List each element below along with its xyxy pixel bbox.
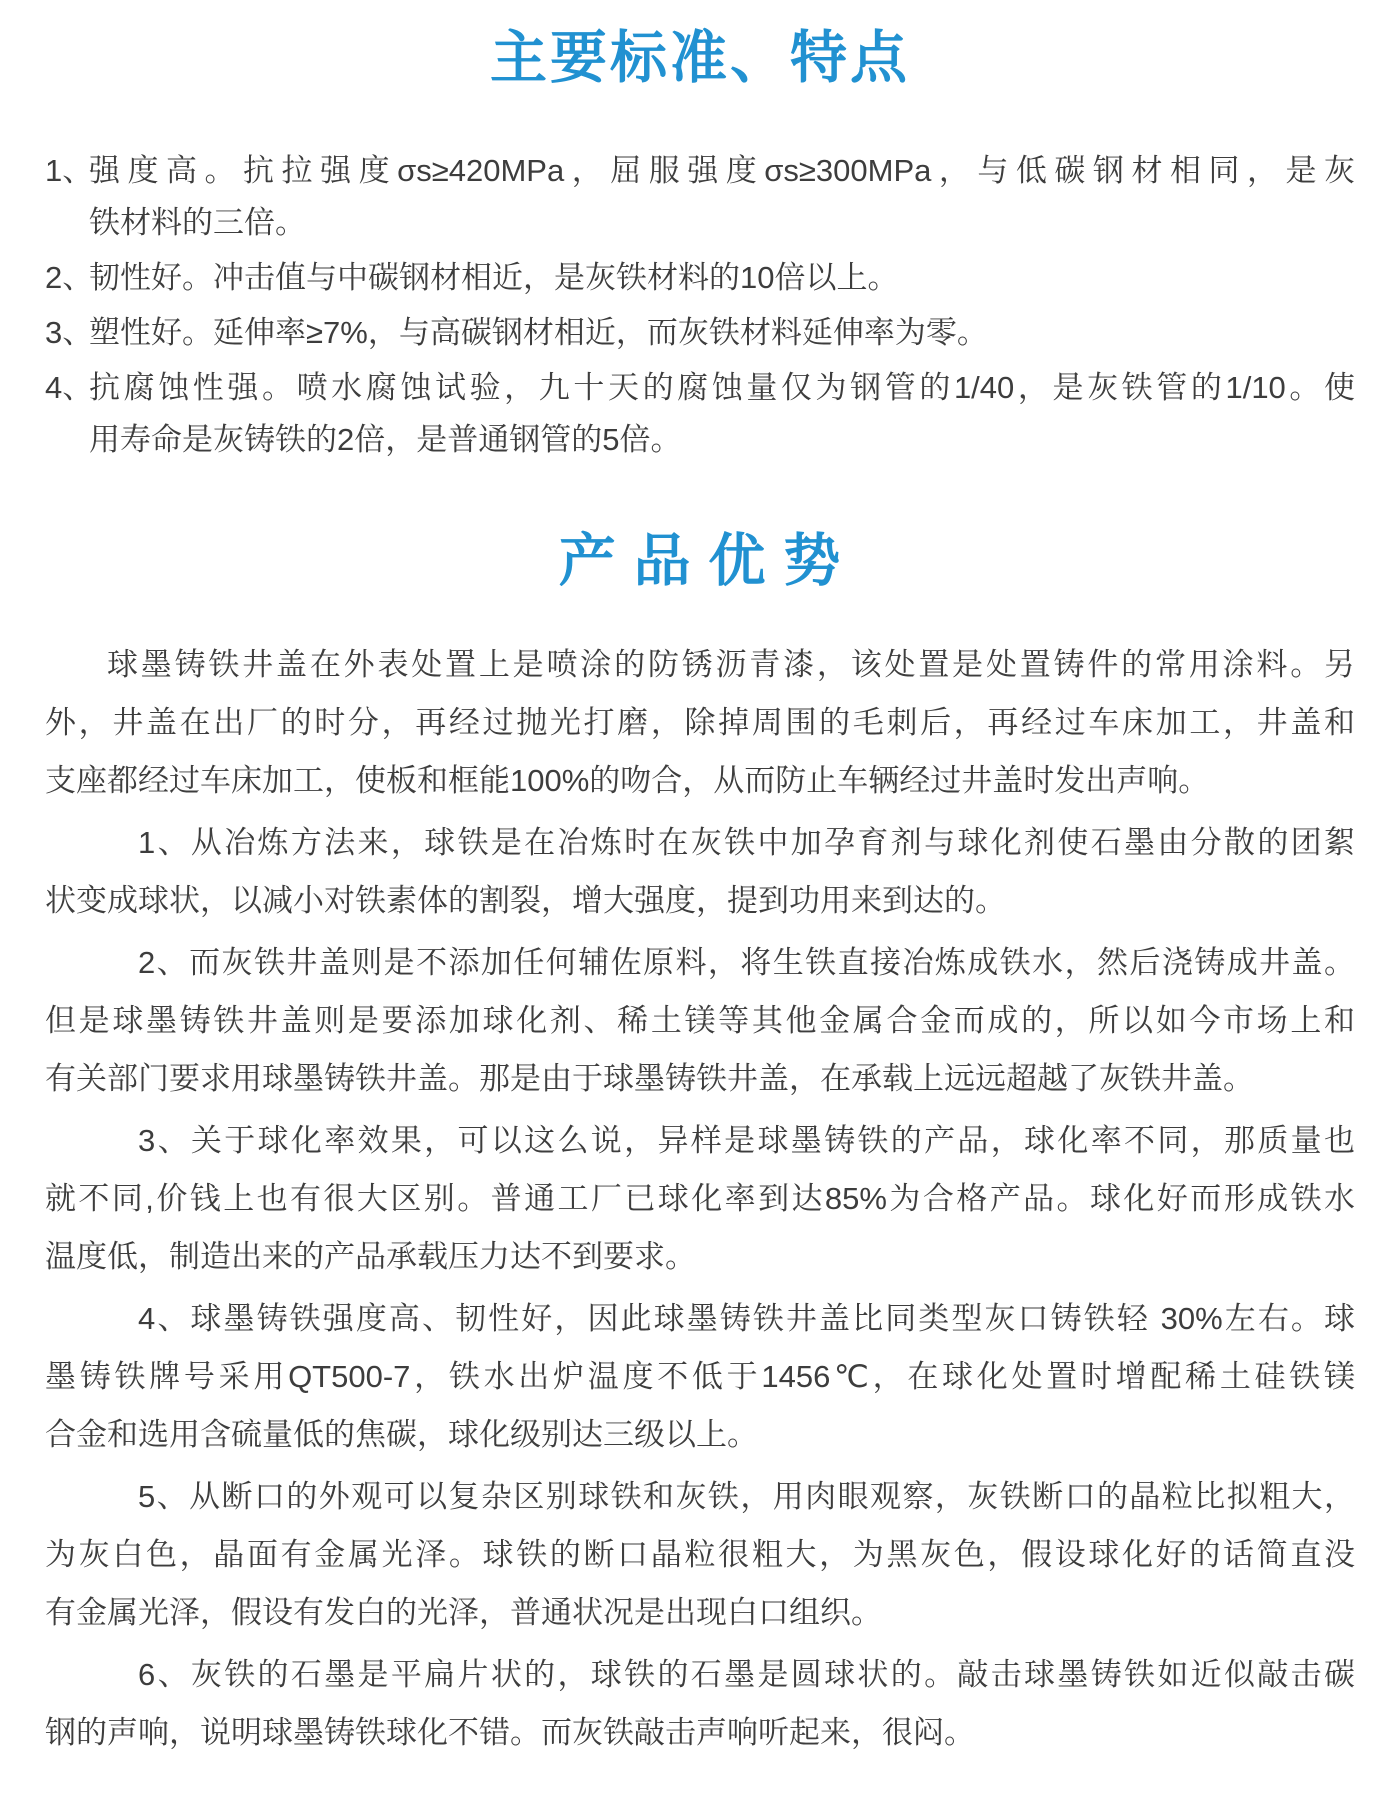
text-line: 强度高。抗拉强度σs≥420MPa，屈服强度σs≥300MPa，与低碳钢材相同，是灰 — [89, 153, 1355, 188]
text-line: 外，井盖在出厂的时分，再经过抛光打磨，除掉周围的毛刺后，再经过车床加工，井盖和 — [45, 705, 1355, 740]
text-line: 支座都经过车床加工，使板和框能100%的吻合，从而防止车辆经过井盖时发出声响。 — [45, 763, 1210, 798]
text-line: 墨铸铁牌号采用QT500-7，铁水出炉温度不低于1456℃，在球化处置时增配稀土硅铁镁 — [45, 1359, 1355, 1394]
paragraph — [45, 934, 1355, 1108]
feature-number: 2、 — [45, 260, 94, 295]
text-line: 1、从冶炼方法来，球铁是在冶炼时在灰铁中加孕育剂与球化剂使石墨由分散的团絮 — [138, 825, 1355, 860]
paragraph — [45, 1646, 1355, 1762]
text-line: 但是球墨铸铁井盖则是要添加球化剂、稀土镁等其他金属合金而成的，所以如今市场上和 — [45, 1003, 1355, 1038]
text-line: 塑性好。延伸率≥7%，与高碳钢材相近，而灰铁材料延伸率为零。 — [89, 315, 988, 350]
feature-number: 4、 — [45, 370, 94, 405]
text-line: 钢的声响，说明球墨铸铁球化不错。而灰铁敲击声响听起来，很闷。 — [45, 1715, 975, 1750]
feature-number: 1、 — [45, 153, 94, 188]
text-line: 温度低，制造出来的产品承载压力达不到要求。 — [45, 1239, 696, 1274]
text-line: 有金属光泽，假设有发白的光泽，普通状况是出现白口组织。 — [45, 1595, 882, 1630]
paragraph — [45, 1112, 1355, 1286]
advantages-paragraphs — [45, 636, 1355, 1762]
text-line: 就不同,价钱上也有很大区别。普通工厂已球化率到达85%为合格产品。球化好而形成铁水 — [45, 1181, 1355, 1216]
section-title-standards: 主要标准、特点 — [490, 26, 910, 90]
feature-number: 3、 — [45, 315, 94, 350]
section-title-advantages: 产 品 优 势 — [558, 529, 842, 593]
text-line: 用寿命是灰铸铁的2倍，是普通钢管的5倍。 — [89, 422, 682, 457]
text-line: 有关部门要求用球墨铸铁井盖。那是由于球墨铸铁井盖，在承载上远远超越了灰铁井盖。 — [45, 1061, 1254, 1096]
text-line: 为灰白色，晶面有金属光泽。球铁的断口晶粒很粗大，为黑灰色，假设球化好的话简直没 — [45, 1537, 1355, 1572]
paragraph — [45, 636, 1355, 810]
text-line: 4、球墨铸铁强度高、韧性好，因此球墨铸铁井盖比同类型灰口铸铁轻 30%左右。球 — [138, 1301, 1355, 1336]
text-line: 韧性好。冲击值与中碳钢材相近，是灰铁材料的10倍以上。 — [89, 260, 899, 295]
text-line: 3、关于球化率效果，可以这么说，异样是球墨铸铁的产品，球化率不同，那质量也 — [138, 1123, 1355, 1158]
paragraph — [45, 814, 1355, 930]
text-line: 铁材料的三倍。 — [89, 205, 306, 240]
text-line: 5、从断口的外观可以复杂区别球铁和灰铁，用肉眼观察，灰铁断口的晶粒比拟粗大， — [138, 1479, 1355, 1514]
standards-feature-list — [45, 145, 1355, 466]
feature-item — [45, 362, 1355, 466]
feature-item — [45, 145, 1355, 249]
text-line: 合金和选用含硫量低的焦碳，球化级别达三级以上。 — [45, 1417, 758, 1452]
text-line: 状变成球状，以减小对铁素体的割裂，增大强度，提到功用来到达的。 — [45, 883, 1006, 918]
paragraph — [45, 1468, 1355, 1642]
text-line: 6、灰铁的石墨是平扁片状的，球铁的石墨是圆球状的。敲击球墨铸铁如近似敲击碳 — [138, 1657, 1355, 1692]
feature-item — [45, 307, 1355, 359]
feature-item — [45, 252, 1355, 304]
text-line: 2、而灰铁井盖则是不添加任何辅佐原料，将生铁直接冶炼成铁水，然后浇铸成井盖。 — [138, 945, 1355, 980]
text-line: 抗腐蚀性强。喷水腐蚀试验，九十天的腐蚀量仅为钢管的1/40，是灰铁管的1/10。使 — [89, 370, 1355, 405]
text-line: 球墨铸铁井盖在外表处置上是喷涂的防锈沥青漆，该处置是处置铸件的常用涂料。另 — [107, 647, 1355, 682]
paragraph — [45, 1290, 1355, 1464]
